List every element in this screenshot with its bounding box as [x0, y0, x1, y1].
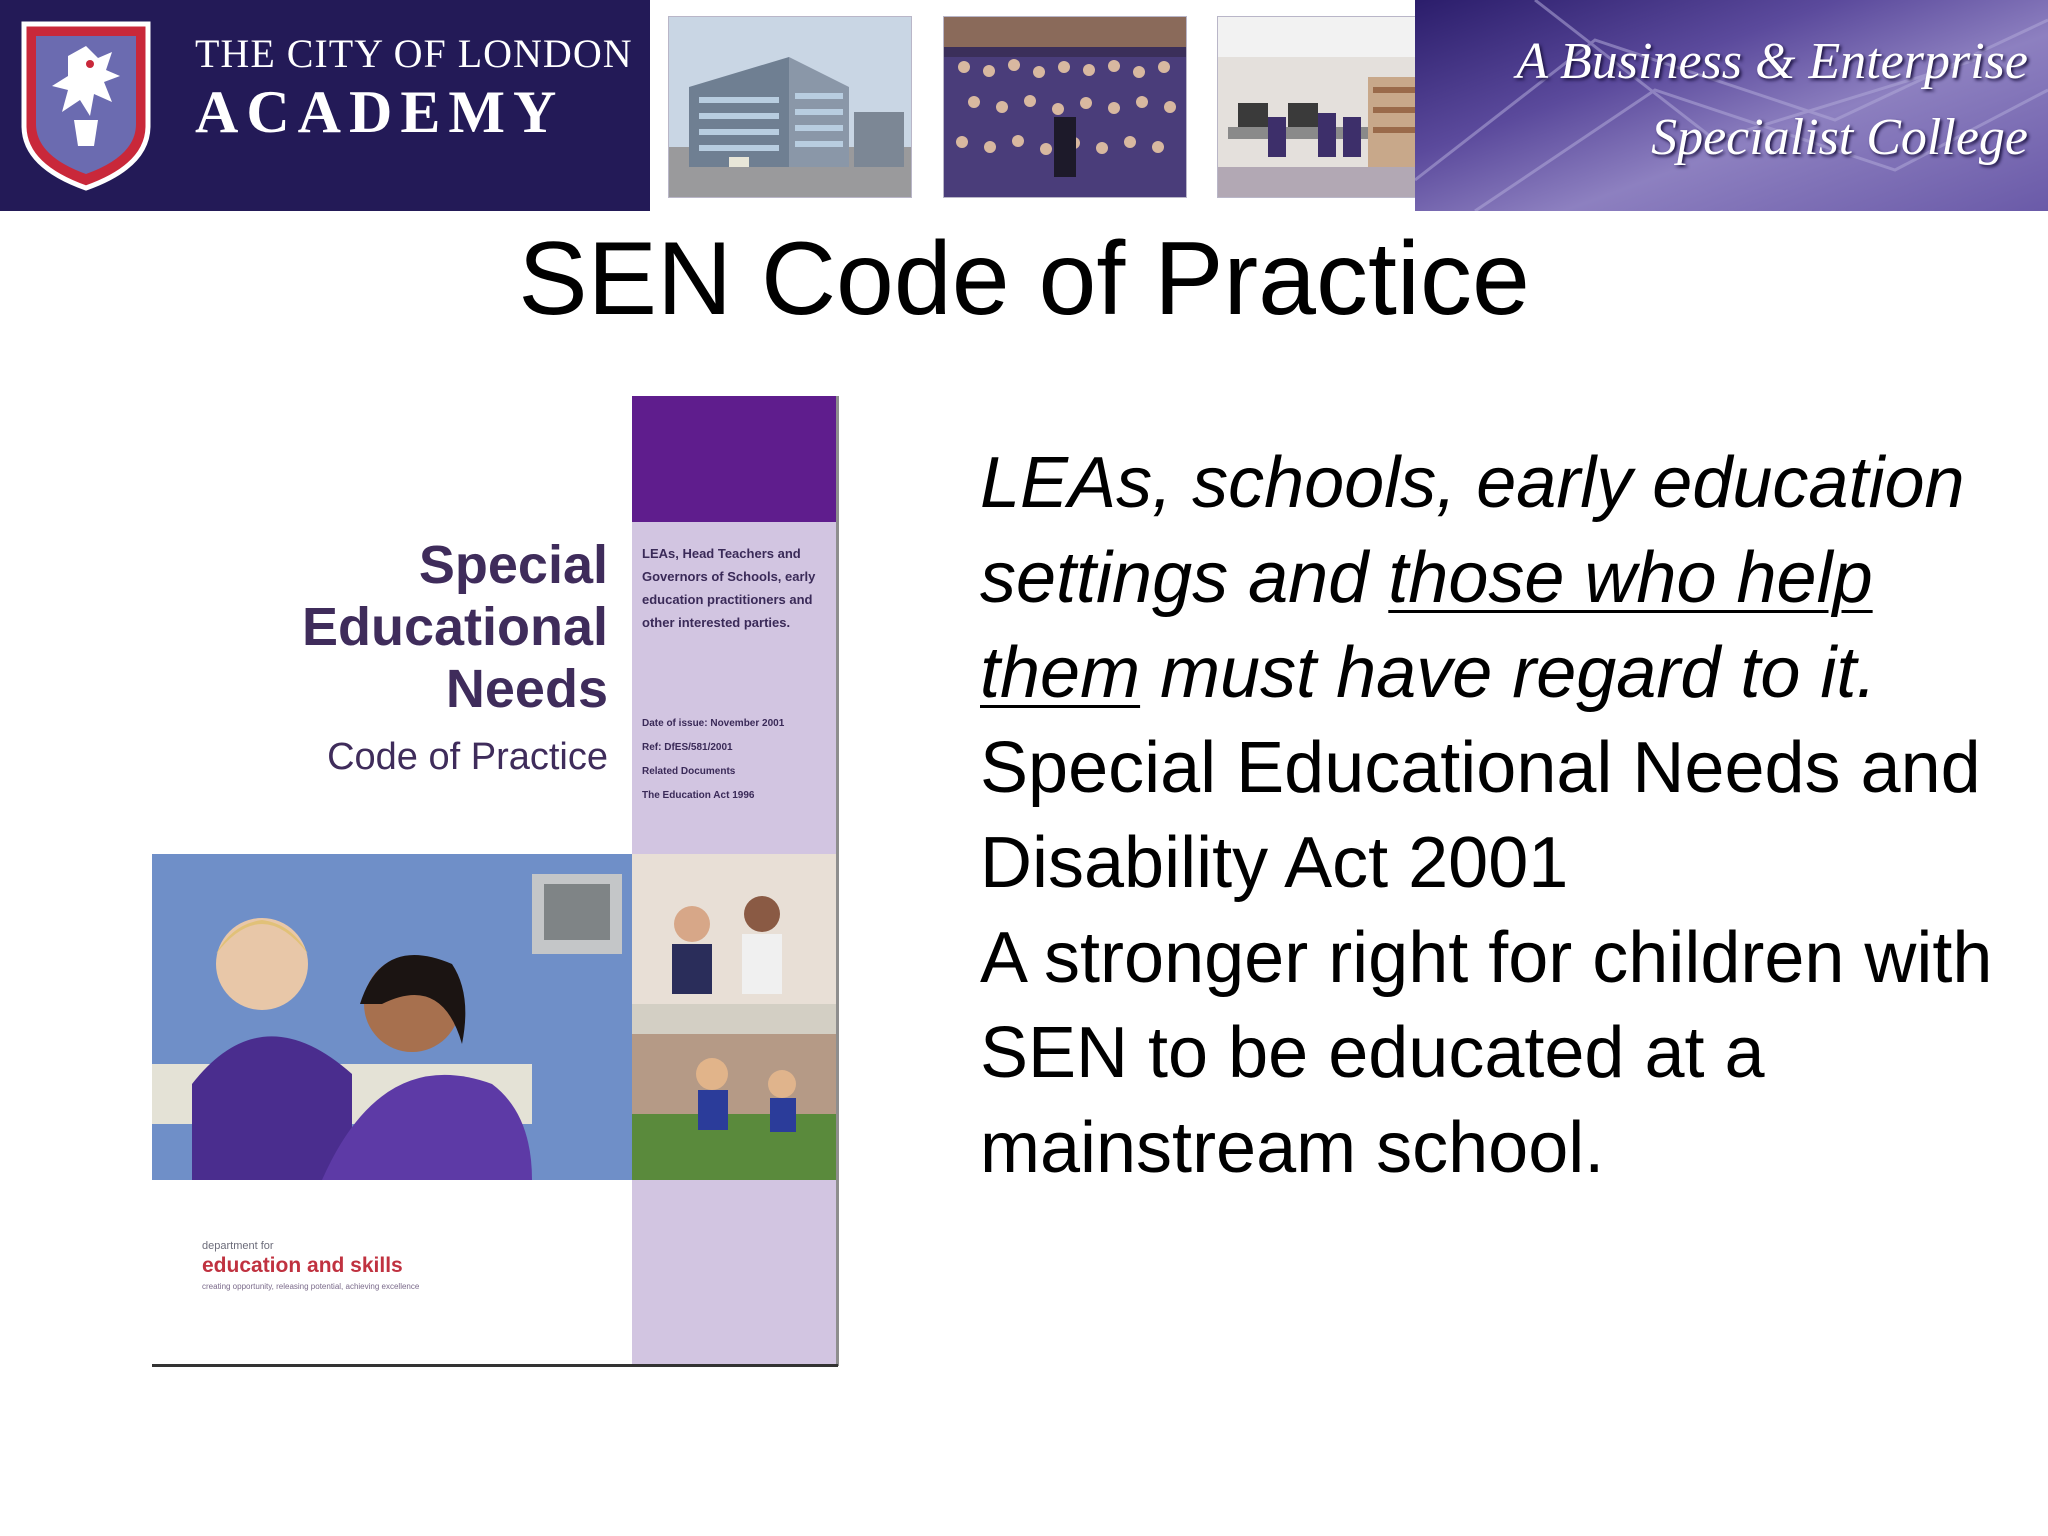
cover-dept-logo-text: education and skills	[202, 1254, 403, 1277]
cover-title	[302, 534, 608, 720]
cover-title-line: Special	[418, 535, 608, 595]
students-group-photo	[943, 16, 1187, 198]
cover-strip-header	[632, 396, 838, 522]
slide-title: SEN Code of Practice	[518, 221, 1530, 337]
slide-body	[980, 436, 2020, 1196]
tagline-panel	[1415, 0, 2048, 211]
body-text-span: must have regard to it.	[1140, 633, 1877, 713]
cover-audience-text: LEAs, Head Teachers and Governors of Schools, early education practitioners and other interested parties.	[642, 546, 816, 630]
cover-dept-strapline: creating opportunity, releasing potential, achieving excellence	[202, 1282, 420, 1291]
body-paragraph-1	[980, 436, 2020, 721]
code-of-practice-cover-image	[152, 396, 838, 1366]
cover-meta-line: Date of issue: November 2001	[642, 718, 785, 729]
cover-meta-line: Ref: DfES/581/2001	[642, 742, 733, 753]
school-name-line1: THE CITY OF LONDON	[195, 31, 633, 76]
cover-dept-label: department for	[202, 1240, 274, 1252]
tagline-line1: A Business & Enterprise	[1516, 33, 2028, 90]
cover-meta	[642, 712, 832, 808]
academy-logo-panel	[0, 0, 650, 211]
cover-title-line: Educational	[301, 597, 608, 657]
cover-meta-line: The Education Act 1996	[642, 790, 755, 801]
cover-edge	[836, 396, 839, 1366]
building-photo	[668, 16, 912, 198]
cover-edge	[152, 1364, 838, 1367]
cover-subtitle: Code of Practice	[327, 736, 608, 778]
body-text-span: LEAs, schools, early education settings and	[980, 443, 1965, 618]
body-paragraph-3: A stronger right for children with SEN to be educated at a mainstream school.	[980, 918, 1993, 1188]
header-banner	[0, 0, 2048, 211]
cover-title-line: Needs	[445, 659, 608, 719]
cover-meta-line: Related Documents	[642, 766, 736, 777]
school-name-line2: ACADEMY	[195, 79, 565, 145]
cover-children-photo	[152, 854, 838, 1180]
dragon-crest-icon	[16, 16, 156, 194]
body-underlined-text: those who help them	[980, 538, 1873, 713]
tagline-line2: Specialist College	[1651, 109, 2028, 166]
body-paragraph-2: Special Educational Needs and Disability Act 2001	[980, 728, 1981, 903]
